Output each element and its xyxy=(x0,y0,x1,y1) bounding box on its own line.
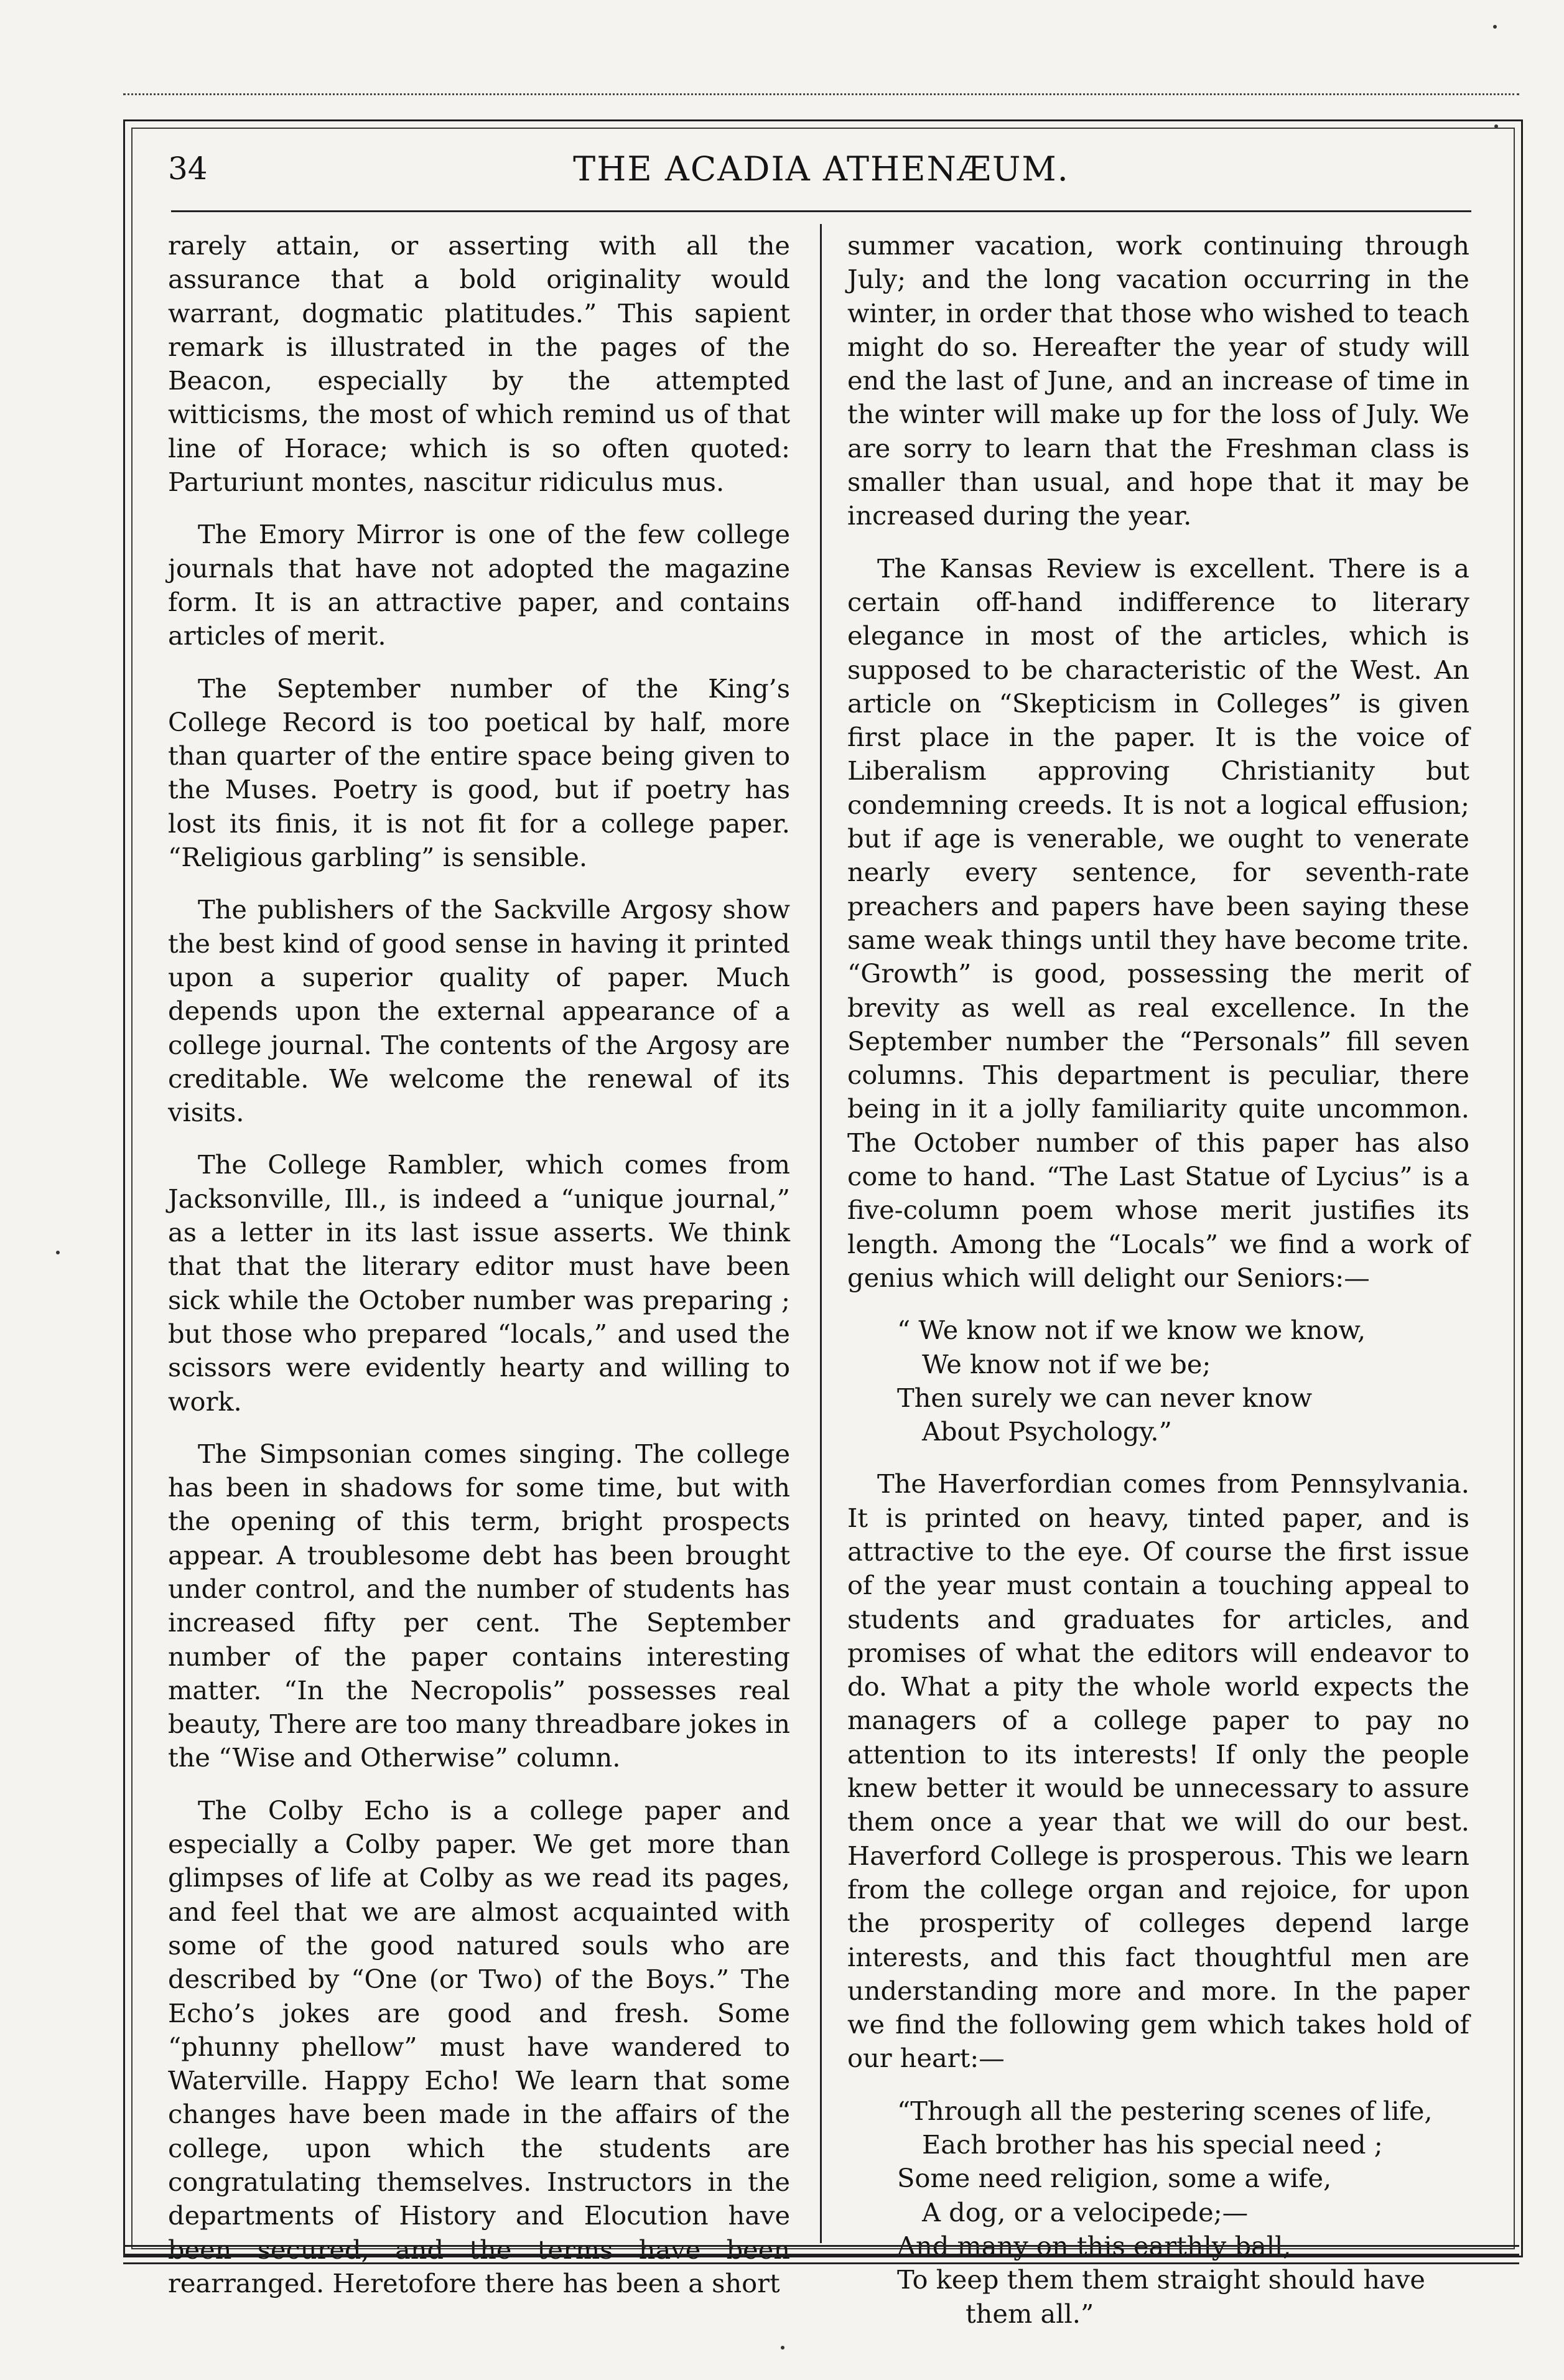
verse-line: Each brother has his special need ; xyxy=(922,2129,1383,2160)
bottom-rule xyxy=(123,2245,1519,2247)
verse-line: Then surely we can never know xyxy=(897,1382,1313,1413)
paragraph-beacon: rarely attain, or asserting with all the assurance that a bold originality would warrant, dogmatic platitudes.” This sapient remark is illustrated in the pages of the Beacon, especially by the attempted witticisms, the most of which remind us of that line of Horace; which is so often quoted: Parturiunt montes, nascitur ridiculus mus. xyxy=(168,230,790,498)
header-rule xyxy=(171,210,1471,212)
scan-speck xyxy=(781,2346,784,2350)
scan-speck xyxy=(1494,124,1498,128)
paragraph-kings-college-record: The September number of the King’s College Record is too poetical by half, more than quarter of the entire space being given to the Muses. Poetry is good, but if poetry has lost its finis, it is not fit for a college paper. “Religious garbling” is sensible. xyxy=(168,673,790,873)
scan-noise xyxy=(123,93,1519,103)
running-title: THE ACADIA ATHENÆUM. xyxy=(573,149,1069,189)
scan-speck xyxy=(1493,25,1497,29)
left-column xyxy=(168,229,790,2319)
paragraph-sackville-argosy: The publishers of the Sackville Argosy show the best kind of good sense in having it printed upon a superior quality of paper. Much depends upon the external appearance of a college journal. The contents of the Argosy are creditable. We welcome the renewal of its visits. xyxy=(168,894,790,1128)
paragraph-colby-continued: summer vacation, work continuing through July; and the long vacation occurring in the winter, in order that those who wished to teach might do so. Hereafter the year of study will end the last of June, and an increase of time in the winter will make up for the loss of July. We are sorry to learn that the Freshman class is smaller than usual, and hope that it may be increased during the year. xyxy=(847,230,1469,531)
scan-speck xyxy=(56,1251,60,1254)
page-number: 34 xyxy=(168,151,208,187)
right-column xyxy=(847,229,1469,2350)
verse-line: “Through all the pestering scenes of life, xyxy=(897,2095,1433,2126)
verse-line: “ We know not if we know we know, xyxy=(897,1315,1366,1346)
bottom-rule xyxy=(123,2254,1519,2256)
verse-psychology xyxy=(847,1314,1469,1449)
paragraph-college-rambler: The College Rambler, which comes from Jacksonville, Ill., is indeed a “unique journal,” as a letter in its last issue asserts. We think that that the literary editor must have been sick while the October number was preparing ; but those who prepared “locals,” and used the scissors were evidently hearty and willing to work. xyxy=(168,1149,790,1417)
column-divider xyxy=(820,224,822,2243)
page-header xyxy=(143,144,1499,194)
paragraph-kansas-review: The Kansas Review is excellent. There is a certain off-hand indifference to literary elegance in most of the articles, which is supposed to be characteristic of the West. An article on “Skepticism in Colleges” is given first place in the paper. It is the voice of Liberalism approving Christianity but condemning creeds. It is not a logical effusion; but if age is venerable, we ought to venerate nearly every sentence, for seventh-rate preachers and papers have been saying these same weak things until they have become trite. “Growth” is good, possessing the merit of brevity as well as real excellence. In the September number the “Personals” fill seven columns. This department is peculiar, there being in it a jolly familiarity quite uncommon. The October number of this paper has also come to hand. “The Last Statue of Lycius” is a five-column poem whose merit justifies its length. Among the “Locals” we find a work of genius which will delight our Seniors:— xyxy=(847,553,1469,1293)
bottom-rule xyxy=(123,2262,1519,2264)
verse-line: them all.” xyxy=(966,2298,1094,2329)
paragraph-haverfordian: The Haverfordian comes from Pennsylvania. It is printed on heavy, tinted paper, and is attractive to the eye. Of course the first issue of the year must contain a touching appeal to students and graduates for articles, and promises of what the editors will endeavor to do. What a pity the whole world expects the managers of a college paper to pay no attention to its interests! If only the people knew better it would be unnecessary to assure them once a year that we will do our best. Haverford College is prosperous. This we learn from the college organ and rejoice, for upon the prosperity of colleges depend large interests, and this fact thoughtful men are understanding more and more. In the paper we find the following gem which takes hold of our heart:— xyxy=(847,1468,1469,2074)
paragraph-emory-mirror: The Emory Mirror is one of the few college journals that have not adopted the magazine form. It is an attractive paper, and contains articles of merit. xyxy=(168,519,790,651)
verse-line: To keep them them straight should have xyxy=(897,2264,1425,2295)
verse-line: A dog, or a velocipede;— xyxy=(922,2196,1249,2228)
verse-brother xyxy=(847,2094,1469,2331)
paragraph-colby-echo: The Colby Echo is a college paper and especially a Colby paper. We get more than glimpses of life at Colby as we read its pages, and feel that we are almost acquainted with some of the good natured souls who are described by “One (or Two) of the Boys.” The Echo’s jokes are good and fresh. Some “phunny phellow” must have wandered to Waterville. Happy Echo! We learn that some changes have been made in the affairs of the college, upon which the students are congratulating themselves. Instructors in the departments of History and Elocution have been secured, and the terms have been rearranged. Heretofore there has been a short xyxy=(168,1794,790,2298)
verse-line: And many on this earthly ball, xyxy=(897,2230,1292,2261)
verse-line: We know not if we be; xyxy=(922,1348,1211,1379)
paragraph-simpsonian: The Simpsonian comes singing. The college has been in shadows for some time, but with the opening of this term, bright prospects appear. A troublesome debt has been brought under control, and the number of students has increased fifty per cent. The September number of the paper contains interesting matter. “In the Necropolis” possesses real beauty, There are too many threadbare jokes in the “Wise and Otherwise” column. xyxy=(168,1438,790,1773)
verse-line: Some need religion, some a wife, xyxy=(897,2163,1332,2194)
verse-line: About Psychology.” xyxy=(922,1416,1172,1447)
